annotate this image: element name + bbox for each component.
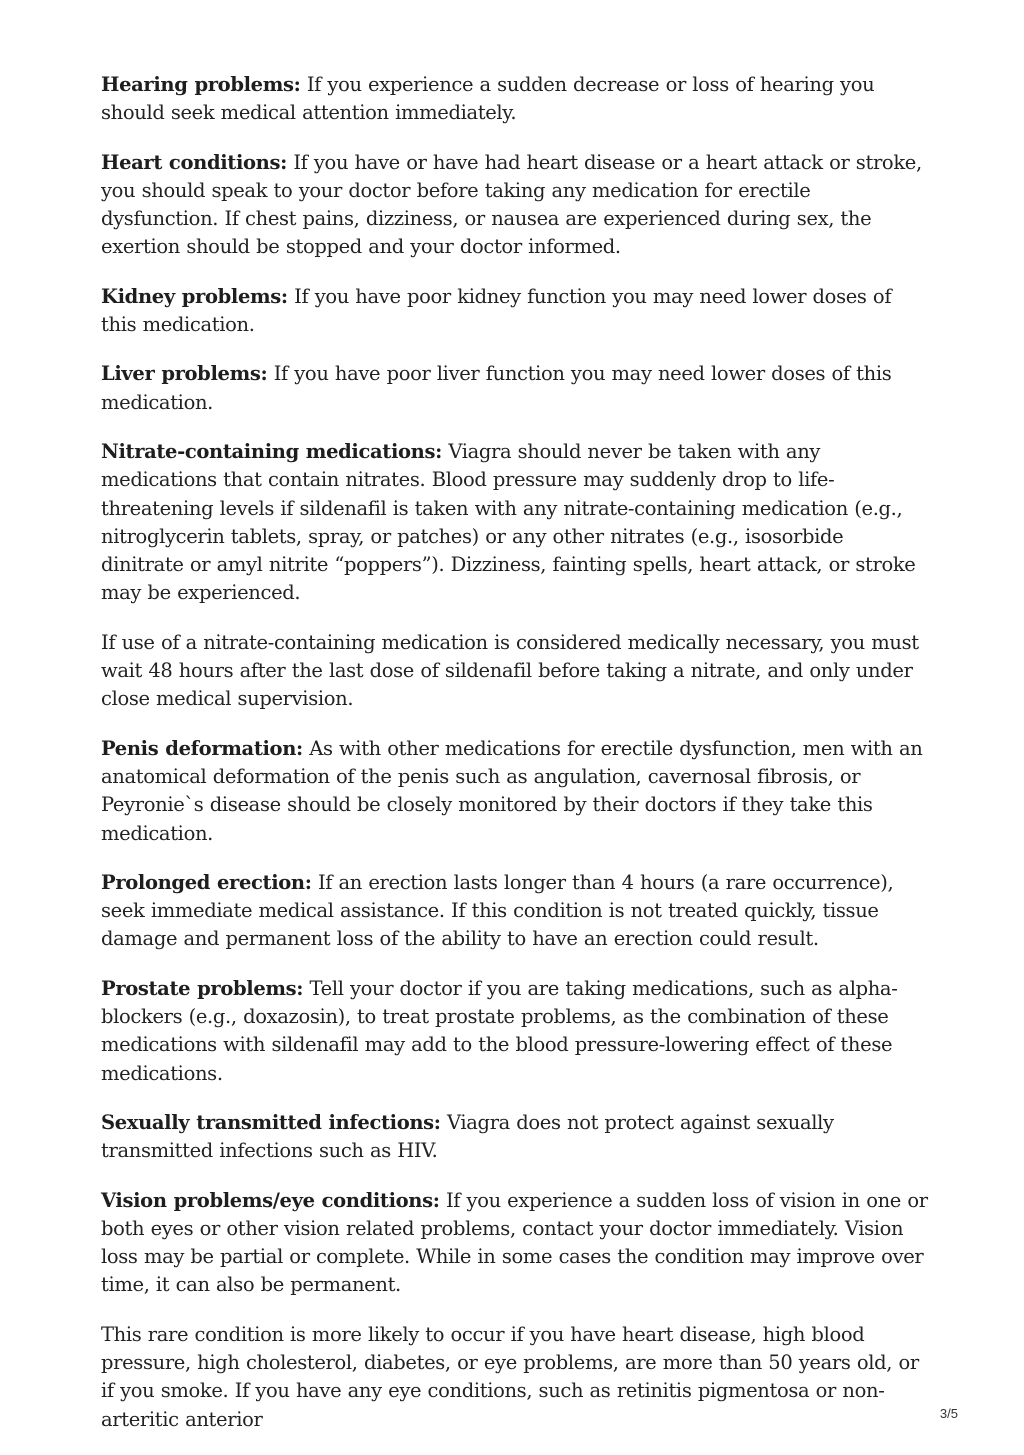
term-label: Sexually transmitted infections: (101, 1110, 441, 1134)
paragraph-penis-deformation (101, 735, 931, 848)
term-label: Prostate problems: (101, 976, 304, 1000)
term-label: Kidney problems: (101, 284, 288, 308)
paragraph-kidney-problems (101, 283, 931, 340)
paragraph-text: Viagra does not protect against sexually transmitted infections such as HIV. (101, 1110, 834, 1163)
paragraph-nitrate-necessity (101, 629, 931, 714)
paragraph-hearing-problems (101, 71, 931, 128)
paragraph-text: This rare condition is more likely to occur if you have heart disease, high blood pressure, high cholesterol, diabetes, or eye problems, are more than 50 years old, or if you smoke. If you have any eye conditions, such as retinitis pigmentosa or non-arteritic anterior (101, 1322, 919, 1431)
term-label: Penis deformation: (101, 736, 303, 760)
paragraph-text: If an erection lasts longer than 4 hours (a rare occurrence), seek immediate medical assistance. If this condition is not treated quickly, tissue damage and permanent loss of the ability to have an erection could result. (101, 870, 894, 951)
paragraph-prostate-problems (101, 975, 931, 1088)
paragraph-text: If use of a nitrate-containing medication is considered medically necessary, you must wait 48 hours after the last dose of sildenafil before taking a nitrate, and only under close medical supervision. (101, 630, 919, 711)
document-body (101, 71, 931, 1455)
term-label: Hearing problems: (101, 73, 301, 96)
paragraph-text: As with other medications for erectile dysfunction, men with an anatomical deformation of the penis such as angulation, cavernosal fibrosis, or Peyronie`s disease should be closely monitored by their doctors if they take this medication. (101, 736, 923, 845)
paragraph-sexually-transmitted-infections (101, 1109, 931, 1166)
paragraph-liver-problems (101, 360, 931, 417)
term-label: Heart conditions: (101, 150, 287, 174)
paragraph-text: Tell your doctor if you are taking medications, such as alpha-blockers (e.g., doxazosin), to treat prostate problems, as the combination of these medications with sildenafil may add to the blood pressure-lowering effect of these medications. (101, 976, 898, 1085)
paragraph-text: If you have or have had heart disease or a heart attack or stroke, you should speak to your doctor before taking any medication for erectile dysfunction. If chest pains, dizziness, or nausea are experienced during sex, the exertion should be stopped and your doctor informed. (101, 150, 922, 259)
term-label: Liver problems: (101, 362, 268, 386)
term-label: Prolonged erection: (101, 870, 312, 894)
paragraph-vision-problems (101, 1187, 931, 1300)
paragraph-text: If you experience a sudden decrease or loss of hearing you should seek medical attention immediately. (101, 73, 875, 125)
paragraph-text: If you experience a sudden loss of vision in one or both eyes or other vision related problems, contact your doctor immediately. Vision loss may be partial or complete. While in some cases the condition may improve over time, it can also be permanent. (101, 1188, 928, 1297)
paragraph-text: If you have poor liver function you may need lower doses of this medication. (101, 362, 892, 414)
paragraph-heart-conditions (101, 149, 931, 262)
term-label: Nitrate-containing medications: (101, 439, 442, 463)
paragraph-text: Viagra should never be taken with any medications that contain nitrates. Blood pressure may suddenly drop to life-threatening levels if sildenafil is taken with any nitrate-containing medication (e.g., nitroglycerin tablets, spray, or patches) or any other nitrates (e.g., isosorbide dinitrate or amyl nitrite “poppers”). Dizziness, fainting spells, heart attack, or stroke may be experienced. (101, 439, 916, 605)
paragraph-rare-condition (101, 1321, 931, 1434)
page-number: 3/5 (939, 1406, 958, 1421)
paragraph-nitrate-medications (101, 438, 931, 608)
term-label: Vision problems/eye conditions: (101, 1188, 440, 1212)
paragraph-prolonged-erection (101, 869, 931, 954)
paragraph-text: If you have poor kidney function you may need lower doses of this medication. (101, 284, 892, 337)
